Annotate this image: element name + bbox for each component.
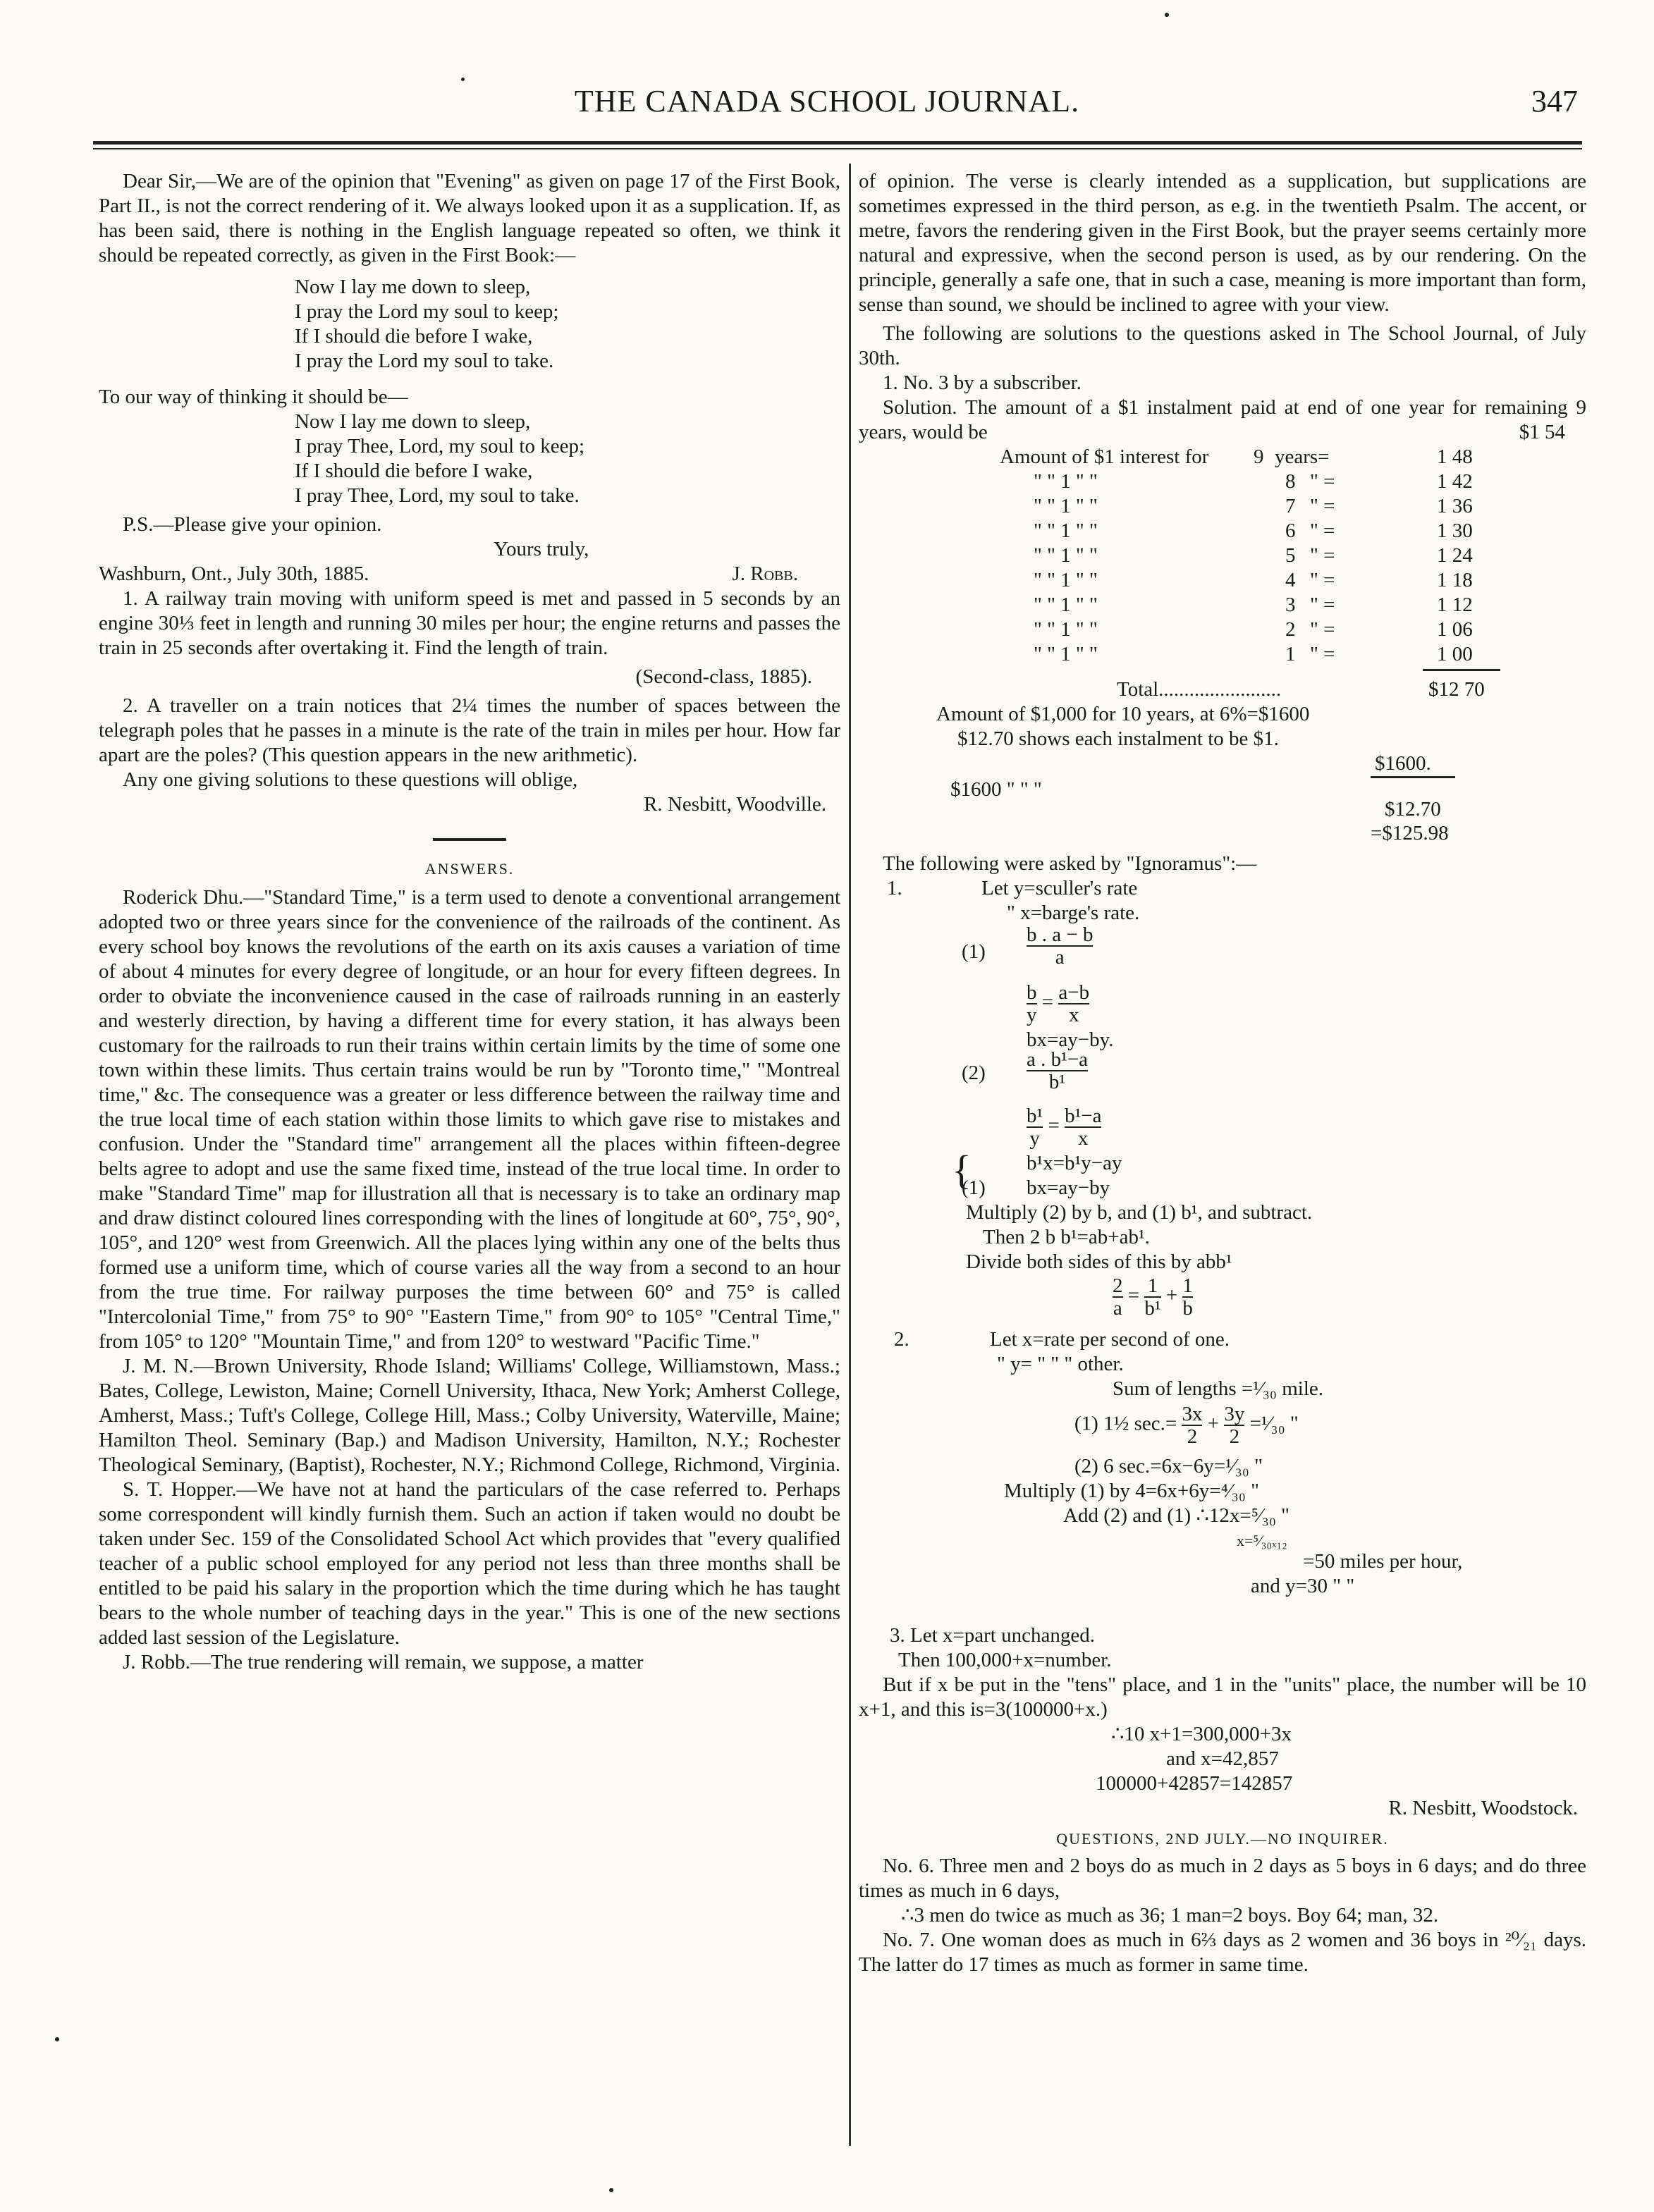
- sum-of-lengths: Sum of lengths =¹⁄₃₀ mile.: [1113, 1377, 1324, 1400]
- solution-paragraph: [859, 395, 1586, 445]
- equals-sign: =: [1041, 990, 1054, 1014]
- to-our-way: To our way of thinking it should be—: [99, 386, 408, 408]
- table-row-label: " " 1 " ": [1034, 544, 1098, 567]
- numerator: b: [1027, 981, 1037, 1004]
- denominator: 2: [1187, 1425, 1198, 1448]
- multiply-step: Multiply (2) by b, and (1) b¹, and subtract.: [966, 1201, 1313, 1224]
- poem-line: I pray the Lord my soul to take.: [295, 350, 554, 372]
- solution-3-then: Then 100,000+x=number.: [898, 1649, 1112, 1671]
- print-speck: [461, 78, 465, 81]
- header-rule-thick: [93, 141, 1582, 145]
- journal-title: THE CANADA SCHOOL JOURNAL.: [574, 84, 1080, 118]
- equation-1: [1074, 1403, 1299, 1447]
- right-column: [859, 169, 1586, 1977]
- answer-jmn: J. M. N.—Brown University, Rhode Island; Williams' College, Williamstown, Mass.; Bates, College, Lewiston, Maine; Cornell University, Ithaca, New York; Amherst College, Amherst, Mass.; Tuft's College, College Hill, Mass.; Colby University, Waterville, Maine; Hamilton Theol. Seminary (Bap.) and Madison University, Hamilton, N.Y.; Rochester Theological Seminary, (Baptist), Rochester, N.Y.; Richmond College, Richmond, Virginia.: [99, 1355, 840, 1476]
- denominator: b¹: [1048, 1071, 1066, 1093]
- table-row-years: 3: [1285, 594, 1296, 616]
- fraction-equation: [1113, 1275, 1193, 1319]
- denominator: y: [1027, 1004, 1037, 1026]
- question-6: No. 6. Three men and 2 boys do as much in 2 days as 5 boys in 6 days; and do three times as much in 6 days,: [859, 1855, 1586, 1902]
- numerator: 3x: [1182, 1403, 1203, 1425]
- poem-line: Now I lay me down to sleep,: [295, 276, 531, 298]
- poem-original: [295, 275, 840, 374]
- then-step: Then 2 b b¹=ab+ab¹.: [983, 1226, 1150, 1248]
- table-row-value: 1 00: [1437, 643, 1473, 665]
- table-row-ditto: " =: [1310, 470, 1335, 493]
- answer-roderick: Roderick Dhu.—"Standard Time," is a term used to denote a conventional arrangement adopted two or three years since for the convenience of the railroads of the continent. As every school boy knows the revolutions of the earth on its axis causes a variation of time of about 4 minutes for every degree of longitude, or an hour for every fifteen degrees. In order to obviate the inconvenience caused in the case of railroads running in an easterly and westerly direction, by having a different time for every station, it has always been customary for the railroads to run their trains within certain limits by the time of some one town within these limits. Thus certain trains would be run by "Toronto time," "Montreal time," &c. The consequence was a greater or less difference between the railway time and the true local time of each station within those limits to which gave rise to mistakes and confusion. Under the "Standard time" arrangement all the places within fifteen-degree belts agree to adopt and use the same fixed time, instead of the true local time. In order to make "Standard Time" map for illustration all that is necessary is to take an ordinary map and draw distinct coloured lines corresponding with the lines of longitude at 60°, 75°, 90°, 105°, and 120° west from Greenwich. All the places lying within any one of the belts thus formed use a uniform time, which of course varies all the way from a second to an hour from the true time. For railway purposes the time between 60° and 75° is called "Intercolonial Time," from 75° to 90° "Eastern Time," from 90° to 105° "Central Time," from 105° to 120° "Mountain Time," and from 120° to westward "Pacific Time.": [99, 886, 840, 1353]
- table-row-unit: years=: [1275, 446, 1330, 468]
- solution-3-eq3: 100000+42857=142857: [1096, 1772, 1293, 1795]
- signer: J. Robb.: [732, 563, 798, 585]
- solution-2-let: Let x=rate per second of one.: [990, 1328, 1230, 1351]
- sum-rule: [1423, 669, 1500, 671]
- eq-label: (1): [962, 940, 986, 963]
- table-row-value: 1 36: [1437, 495, 1473, 517]
- place-date: Washburn, Ont., July 30th, 1885.: [99, 563, 369, 585]
- poem-revised: [295, 410, 840, 508]
- table-row-value: 1 24: [1437, 544, 1473, 567]
- any-one: Any one giving solutions to these questions will oblige,: [123, 768, 578, 791]
- table-row-value: 1 06: [1437, 618, 1473, 641]
- question-1-source: (Second-class, 1885).: [635, 665, 812, 688]
- table-row-years: 6: [1285, 520, 1296, 542]
- table-row-years: 5: [1285, 544, 1296, 567]
- left-column: [99, 169, 840, 1675]
- x-value: x=⁵⁄₃₀ₓ₁₂: [1237, 1532, 1287, 1549]
- table-row-ditto: " =: [1310, 569, 1335, 591]
- solution-3-eq2: and x=42,857: [1166, 1747, 1279, 1770]
- table-row-label: Amount of $1 interest for: [1000, 446, 1209, 468]
- table-row-value: 1 18: [1437, 569, 1473, 591]
- poem-line: Now I lay me down to sleep,: [295, 410, 531, 433]
- signer-2: R. Nesbitt, Woodville.: [644, 793, 826, 816]
- table-row-years: 4: [1285, 569, 1296, 591]
- numerator: 1: [1182, 1274, 1193, 1297]
- numerator: 1: [1144, 1275, 1160, 1298]
- interest-table: [859, 445, 1586, 797]
- instalment-note: $12.70 shows each instalment to be $1.: [957, 727, 1279, 750]
- plus-sign: +: [1165, 1284, 1178, 1307]
- fraction: [1027, 924, 1093, 968]
- solution-3-let: 3. Let x=part unchanged.: [890, 1624, 1095, 1647]
- miles-per-hour: =50 miles per hour,: [1303, 1550, 1463, 1573]
- left-1600: $1600 " " ": [950, 778, 1042, 801]
- poem-line: If I should die before I wake,: [295, 325, 533, 348]
- solution-text: Solution. The amount of a $1 instalment paid at end of one year for remaining 9 years, would be: [859, 396, 1586, 443]
- equation: bx=ay−by: [1027, 1176, 1110, 1199]
- equation: bx=ay−by.: [1027, 1028, 1114, 1051]
- numerator: a . b¹−a: [1027, 1048, 1089, 1071]
- postscript: P.S.—Please give your opinion.: [123, 513, 382, 536]
- solution-1-number: 1.: [887, 877, 902, 899]
- solutions-intro: The following are solutions to the questions asked in The School Journal, of July 30th.: [859, 322, 1586, 369]
- poem-line: If I should die before I wake,: [295, 460, 533, 482]
- total-value: $12 70: [1428, 678, 1485, 701]
- questions-heading: QUESTIONS, 2ND JULY.—NO INQUIRER.: [1056, 1830, 1389, 1848]
- answer-hopper: S. T. Hopper.—We have not at hand the particulars of the case referred to. Perhaps some correspondent will kindly furnish them. Such an action if taken would no doubt be taken under Sec. 159 of the Consolidated School Act which provides that "every qualified teacher of a public school employed for any period not less than three months shall be entitled to be paid his salary in the proportion which the time during which he has taught bears to the whole number of teaching days in the year." This is one of the new sections added last session of the Legislature.: [99, 1478, 840, 1649]
- numerator: b . a − b: [1027, 923, 1094, 946]
- solution-2-number: 2.: [894, 1328, 909, 1351]
- question-7: No. 7. One woman does as much in 6⅔ days as 2 women and 36 boys in ²⁰⁄₂₁ days. The latter do 17 times as much as former in same time.: [859, 1929, 1586, 1976]
- table-row-value: 1 12: [1437, 594, 1473, 616]
- table-row-value: 1 42: [1437, 470, 1473, 493]
- poem-line: I pray Thee, Lord, my soul to take.: [295, 484, 580, 507]
- y-value: and y=30 " ": [1251, 1575, 1355, 1597]
- equals-sign: =: [1048, 1114, 1060, 1137]
- numerator: 2: [1113, 1274, 1123, 1297]
- total-label: Total........................: [1117, 678, 1282, 701]
- denominator: a: [1113, 1297, 1122, 1320]
- equation-2: (2) 6 sec.=6x−6y=¹⁄₃₀ ": [1074, 1455, 1263, 1477]
- solution-amount: $1 54: [1519, 421, 1565, 443]
- table-row-years: 9: [1254, 446, 1264, 468]
- table-row-label: " " 1 " ": [1034, 594, 1098, 616]
- table-row-ditto: " =: [1310, 495, 1335, 517]
- ignoramus-intro: The following were asked by "Ignoramus":—: [883, 852, 1257, 875]
- table-row-value: 1 30: [1437, 520, 1473, 542]
- amount-1000: Amount of $1,000 for 10 years, at 6%=$1600: [936, 703, 1310, 725]
- signer-3: R. Nesbitt, Woodstock.: [1388, 1797, 1578, 1819]
- denominator: b: [1182, 1297, 1193, 1320]
- print-speck: [609, 2188, 613, 2192]
- add-step: Add (2) and (1) ∴12x=⁵⁄₃₀ ": [1063, 1504, 1290, 1527]
- table-row-label: " " 1 " ": [1034, 618, 1098, 641]
- eq-label: (1): [962, 1176, 986, 1199]
- table-row-label: " " 1 " ": [1034, 643, 1098, 665]
- numerator: b¹−a: [1065, 1105, 1102, 1127]
- ratio-equation: [1027, 982, 1089, 1026]
- table-row-ditto: " =: [1310, 643, 1335, 665]
- numerator: a−b: [1058, 981, 1090, 1004]
- numerator: 3y: [1224, 1403, 1245, 1425]
- column-divider: [849, 164, 851, 2146]
- solution-3-eq1: ∴10 x+1=300,000+3x: [1110, 1723, 1292, 1745]
- multiply-step: Multiply (1) by 4=6x+6y=⁴⁄₃₀ ": [1004, 1480, 1259, 1502]
- value-1270: $12.70: [1385, 798, 1441, 821]
- table-row-label: " " 1 " ": [1034, 495, 1098, 517]
- denominator: b¹: [1144, 1297, 1161, 1320]
- equation-1-rhs: =¹⁄₃₀ ": [1249, 1412, 1299, 1435]
- poem-line: I pray Thee, Lord, my soul to keep;: [295, 435, 584, 457]
- ratio-equation: [1027, 1105, 1101, 1149]
- table-row-ditto: " =: [1310, 594, 1335, 616]
- divide-step: Divide both sides of this by abb¹: [966, 1251, 1232, 1273]
- solution-3-but: But if x be put in the "tens" place, and 1 in the "units" place, the number will be 10 x+1, and this is=3(100000+x.): [859, 1673, 1586, 1721]
- equation-1-lhs: (1) 1½ sec.=: [1074, 1412, 1177, 1435]
- value-12598: =$125.98: [1371, 822, 1449, 844]
- no3-line: 1. No. 3 by a subscriber.: [883, 371, 1082, 394]
- print-speck: [1165, 13, 1169, 17]
- worked-solutions: [859, 876, 1586, 1623]
- solution-1-let2: " x=barge's rate.: [1007, 902, 1140, 924]
- table-row-label: " " 1 " ": [1034, 470, 1098, 493]
- value-1600: $1600.: [1375, 752, 1431, 775]
- numerator: b¹: [1027, 1105, 1043, 1127]
- answer-robb: J. Robb.—The true rendering will remain, we suppose, a matter: [123, 1651, 644, 1673]
- equation: b¹x=b¹y−ay: [1027, 1152, 1122, 1174]
- division-block: [859, 778, 1586, 852]
- table-row-ditto: " =: [1310, 520, 1335, 542]
- eq-label: (2): [962, 1062, 986, 1084]
- yours-truly: Yours truly,: [494, 538, 589, 560]
- table-row-ditto: " =: [1310, 544, 1335, 567]
- header-rule-thin: [93, 148, 1582, 149]
- table-row-years: 1: [1285, 643, 1296, 665]
- solution-1-let: Let y=sculler's rate: [981, 877, 1138, 899]
- fraction: [1027, 1049, 1088, 1093]
- table-row-ditto: " =: [1310, 618, 1335, 641]
- table-row-years: 8: [1285, 470, 1296, 493]
- denominator: y: [1029, 1127, 1040, 1150]
- solution-2-let-y: " y= " " " other.: [997, 1353, 1124, 1375]
- poem-line: I pray the Lord my soul to keep;: [295, 300, 559, 323]
- question-2: 2. A traveller on a train notices that 2¼ times the number of spaces between the telegraph poles that he passes in a minute is the rate of the train in miles per hour. How far apart are the poles? (This question appears in the new arithmetic).: [99, 694, 840, 766]
- table-row-label: " " 1 " ": [1034, 569, 1098, 591]
- table-row-years: 2: [1285, 618, 1296, 641]
- denominator: x: [1068, 1004, 1079, 1026]
- letter-paragraph: Dear Sir,—We are of the opinion that "Evening" as given on page 17 of the First Book, Part II., is not the correct rendering of it. We always looked upon it as a supplication. If, as has been said, there is nothing in the English language repeated so often, we think it should be repeated correctly, as given in the First Book:—: [99, 170, 840, 266]
- table-row-value: 1 48: [1437, 446, 1473, 468]
- section-rule: [433, 838, 506, 841]
- answers-heading: ANSWERS.: [424, 860, 515, 878]
- page-number: 347: [1531, 84, 1578, 118]
- question-6-answer: ∴3 men do twice as much as 36; 1 man=2 boys. Boy 64; man, 32.: [901, 1904, 1439, 1927]
- table-row-label: " " 1 " ": [1034, 520, 1098, 542]
- question-1: 1. A railway train moving with uniform speed is met and passed in 5 seconds by an engine 30⅓ feet in length and running 30 miles per hour; the engine returns and passes the train in 25 seconds after overtaking it. Find the length of train.: [99, 587, 840, 659]
- denominator: a: [1055, 946, 1065, 969]
- plus-sign: +: [1207, 1412, 1220, 1435]
- denominator: x: [1078, 1127, 1089, 1150]
- signature-line: [99, 562, 840, 586]
- print-speck: [55, 2037, 59, 2041]
- brace: {: [952, 1147, 972, 1193]
- continued-paragraph: of opinion. The verse is clearly intended as a supplication, but supplications are sometimes expressed in the third person, as e.g. in the twentieth Psalm. The accent, or metre, favors the rendering given in the First Book, but the prayer seems certainly more natural and expressive, when the second person is used, as by our rendering. On the principle, generally a safe one, that in such a case, meaning is more important than form, sense than sound, we should be inclined to agree with your view.: [859, 170, 1586, 316]
- table-row-years: 7: [1285, 495, 1296, 517]
- equals-sign: =: [1127, 1284, 1140, 1307]
- denominator: 2: [1229, 1425, 1240, 1448]
